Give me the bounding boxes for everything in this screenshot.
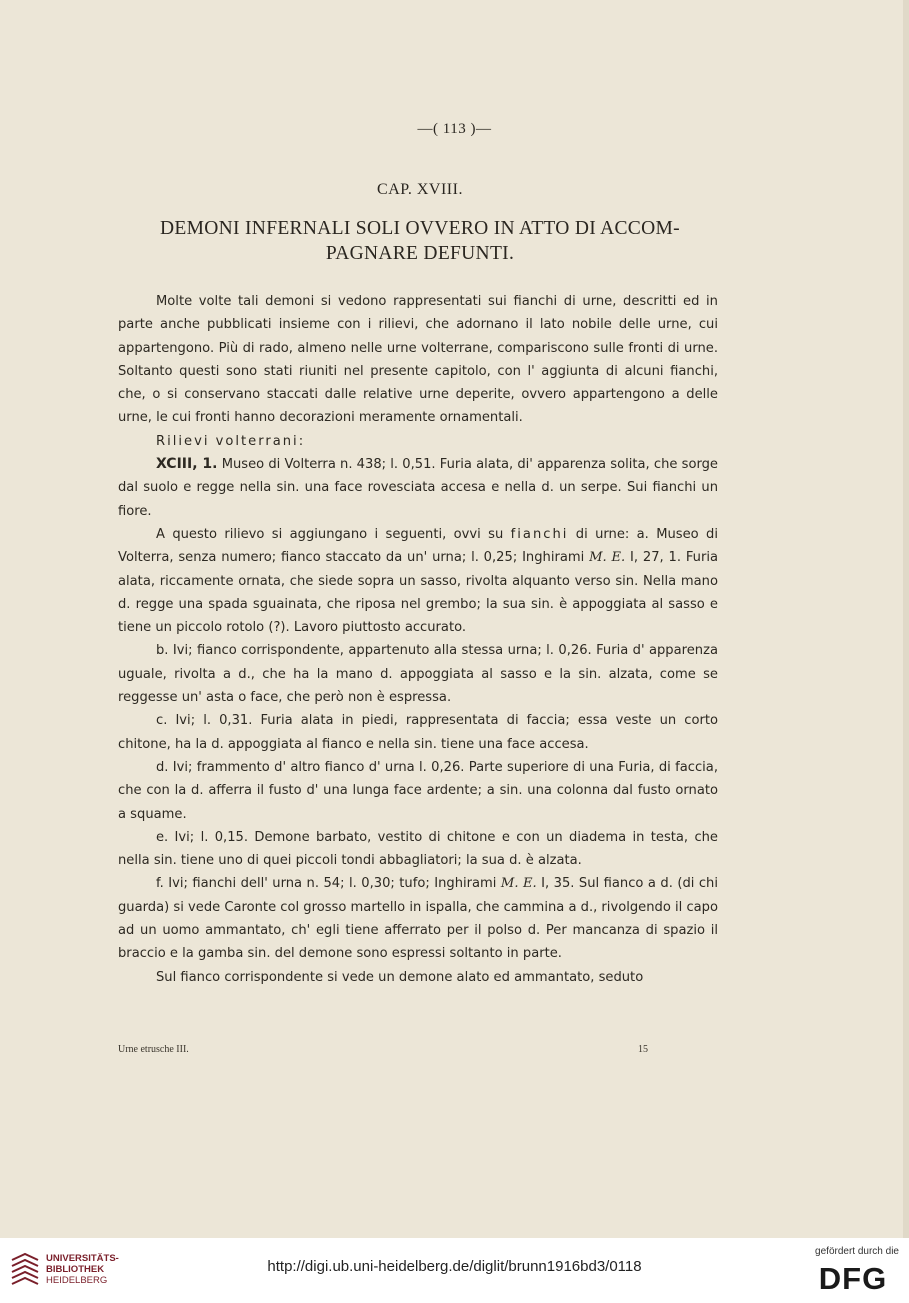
paragraph-a-text-1: A questo rilievo si aggiungano i seguenti, ovvi su <box>156 526 504 542</box>
dfg-logo-text: DFG <box>818 1262 888 1292</box>
chapter-heading: CAP. XVIII. <box>377 181 463 198</box>
spaced-word: fianchi <box>510 526 569 542</box>
catalog-number: XCIII, 1. <box>156 456 218 473</box>
paragraph-c: c. Ivi; l. 0,31. Furia alata in piedi, rappresentata di faccia; essa veste un corto chitone, ha la d. appoggiata al fianco e nella sin. tiene una face accesa. <box>118 713 718 752</box>
uni-line-1: UNIVERSITÄTS- <box>46 1253 119 1264</box>
paragraph-b: b. Ivi; fianco corrispondente, appartenuto alla stessa urna; l. 0,26. Furia d' apparenza uguale, rivolta a d., che ha la mano d. appoggiata al sasso e la sin. alzata, come se reggesse un' asta o face, che però non è espressa. <box>118 643 718 706</box>
title-line-2: PAGNARE DEFUNTI. <box>325 243 515 264</box>
paragraph-intro: Molte volte tali demoni si vedono rappresentati sui fianchi di urne, descritti ed in parte anche pubblicati insieme con i rilievi, che adornano il lato nobile delle urne, cui appartengono. Più di rado, almeno nelle urne volterrane, compariscono sulle fronti di urne. Soltanto questi sono stati riuniti nel presente capitolo, con l' aggiunta di alcuni fianchi, che, o si conservano staccati dalle relative urne deperite, ovvero appartengono a delle urne, le cui fronti hanno decorazioni meramente ornamentali. <box>118 294 718 426</box>
paragraph-a-text-3: I, 27, 1. Furia alata, riccamente ornata, che siede sopra un sasso, rivolta alquanto verso sin. Nella mano d. regge una spada sguainata, che riposa nel grembo; la sua sin. è appoggiata al sasso e tiene un piccolo rotolo (?). Lavoro piuttosto accurato. <box>118 550 718 636</box>
signature-mark: Urne etrusche III. <box>118 1044 189 1055</box>
paragraph-f-text-1: f. Ivi; fianchi dell' urna n. 54; l. 0,30; tufo; Inghirami <box>156 876 497 892</box>
dfg-logo[interactable] <box>809 1262 897 1292</box>
section-label: Rilievi volterrani: <box>156 433 306 449</box>
paragraph-f-text-2: I, 35. Sul fianco a d. (di chi guarda) si vede Caronte col grosso martello in ispalla, che cammina a d., rivolgendo il capo ad un uomo ammantato, ch' egli tiene afferrato per il polso d. Per mancanza di spazio il braccio e la gamba sin. del demone sono espressi soltanto in parte. <box>118 876 718 962</box>
viewer-footer-bar <box>0 1238 909 1303</box>
permalink-url[interactable]: http://digi.ub.uni-heidelberg.de/diglit/brunn1916bd3/0118 <box>267 1258 642 1275</box>
paragraph-last: Sul fianco corrispondente si vede un demone alato ed ammantato, seduto <box>156 969 644 985</box>
uni-line-3: HEIDELBERG <box>46 1275 108 1286</box>
paragraph-xciii-text: Museo di Volterra n. 438; l. 0,51. Furia alata, di' apparenza solita, che sorge dal suolo e regge nella sin. una face rovesciata accesa e nella d. un serpe. Sui fianchi un fiore. <box>118 457 718 519</box>
paragraph-f <box>118 872 718 965</box>
paragraph-e: e. Ivi; l. 0,15. Demone barbato, vestito di chitone e con un diadema in testa, che nella sin. tiene uno di quei piccoli tondi abbagliatori; la sua d. è alzata. <box>118 829 718 869</box>
page-number: —( 113 )— <box>417 121 492 137</box>
citation-abbrev-2: M. E. <box>500 876 537 892</box>
paragraph-a <box>118 523 718 639</box>
chapter-title <box>110 216 730 266</box>
body-text <box>118 290 718 989</box>
paragraph-d: d. Ivi; frammento d' altro fianco d' urna l. 0,26. Parte superiore di una Furia, di faccia, che con la d. afferra il fusto d' una lunga face ardente; a sin. una colonna dal fusto ornato a squame. <box>118 759 718 822</box>
title-line-1: DEMONI INFERNALI SOLI OVVERO IN ATTO DI ACCOM- <box>160 218 680 239</box>
page-edge <box>903 0 909 1238</box>
gathering-number: 15 <box>638 1044 648 1055</box>
paragraph-a-text-2: di urne: a. Museo di Volterra, senza numero; fianco staccato da un' urna; l. 0,25; Inghirami <box>118 526 719 566</box>
uni-line-2: BIBLIOTHEK <box>46 1264 105 1275</box>
paragraph-xciii <box>118 453 718 523</box>
funding-label: gefördert durch die <box>815 1246 899 1257</box>
citation-abbrev: M. E. <box>589 550 626 566</box>
